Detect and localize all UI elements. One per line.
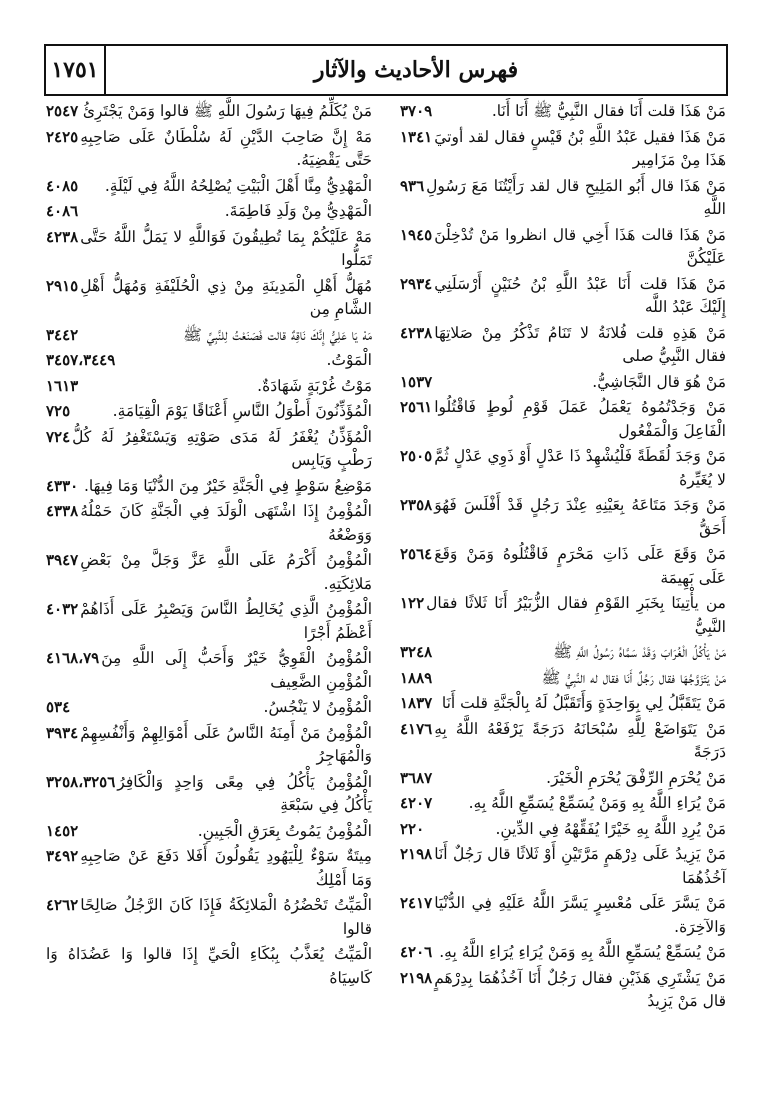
- index-entry: [46, 549, 372, 598]
- entry-reference-number: ٢٩٣٤: [400, 274, 433, 293]
- entry-text: مَنْ يُكَلِّمُ فِيهَا رَسُولَ اللَّهِ ﷺ قالوا وَمَنْ يَجْتَرِئُ: [82, 102, 372, 120]
- entry-text: مَنْ يَزِيدُ عَلَى دِرْهَمٍ مَرَّتَيْنِ أَوْ ثَلاثًا قال رَجُلٌ أَنَا آخُذُهُمَا: [434, 845, 726, 887]
- index-entry: [46, 175, 372, 201]
- entry-text: مَنْ وَجَدْتُمُوهُ يَعْمَلُ عَمَلَ قَوْمِ لُوطٍ فَاقْتُلُوا الْفَاعِلَ وَالْمَفْعُول: [434, 398, 726, 440]
- entry-text: مَنْ يَشْتَرِي هَذَيْنِ فقال رَجُلٌ أَنَا آخُذُهُمَا بِدِرْهَمٍ قال مَنْ يَزِيدُ: [434, 968, 726, 1010]
- entry-reference-number: ٤١٧٦: [400, 719, 433, 738]
- entry-reference-number: ٢١٩٨: [400, 968, 433, 987]
- index-entry: [46, 275, 372, 324]
- entry-reference-number: ١٨٨٩: [400, 668, 433, 687]
- entry-text: الْمُؤْمِنُ أَكْرَمُ عَلَى اللَّهِ عَزَّ وَجَلَّ مِنْ بَعْضِ مَلائِكَتِهِ.: [80, 551, 372, 593]
- entry-reference-number: ٤١٦٨،٧٩: [46, 649, 100, 667]
- index-entry: [46, 647, 372, 696]
- entry-text: مَنْ هَذَا قلت أَنَا عَبْدُ اللَّهِ بْنُ حُنَيْنٍ أَرْسَلَنِي إِلَيْكَ عَبْدُ اللَّه: [434, 274, 726, 316]
- index-entry: [400, 494, 726, 543]
- entry-reference-number: ١٩٤٥: [400, 225, 433, 244]
- entry-text: الْمَيِّتُ تَحْضُرُهُ الْمَلائِكَةُ فَإِذَا كَانَ الرَّجُلُ صَالِحًا قالوا: [80, 896, 372, 938]
- entry-text: مَنْ يُرَاءِ اللَّهُ بِهِ وَمَنْ يُسَمِّعْ يُسَمِّعِ اللَّهُ بِهِ.: [468, 794, 726, 812]
- index-entry: [46, 226, 372, 275]
- entry-reference-number: ٣٢٥٨،٣٢٥٦: [46, 772, 116, 791]
- index-entry: [400, 843, 726, 892]
- index-entry: [46, 771, 372, 820]
- entry-reference-number: ٢٤٢٥: [46, 127, 79, 146]
- entry-text: الْمُؤَذِّنُونَ أَطْوَلُ النَّاسِ أَعْنَاقًا يَوْمَ الْقِيَامَةِ.: [112, 402, 372, 420]
- entry-reference-number: ٤٢٣٨: [46, 227, 79, 246]
- index-entry: [46, 894, 372, 943]
- page-header: [44, 44, 728, 96]
- entry-text: مَنْ هَذَا فقيل عَبْدُ اللَّهِ بْنُ قَيْسٍ فقال لقد أوتيَ هَذَا مِنْ مَزَامِير: [434, 127, 726, 169]
- index-entry: [46, 426, 372, 475]
- entry-text: مَنْ وَجَدَ مَتَاعَهُ بِعَيْنِهِ عِنْدَ رَجُلٍ قَدْ أَفْلَسَ فَهُوَ أَحَقُّ: [434, 496, 726, 538]
- entry-reference-number: ٢٥٠٥: [400, 447, 433, 465]
- entry-reference-number: ١٥٣٧: [400, 372, 433, 391]
- entry-text: الْمُؤْمِنُ يَأْكُلُ فِي مِعًى وَاحِدٍ وَالْكَافِرُ يَأْكُلُ فِي سَبْعَةِ: [117, 772, 372, 814]
- entry-text: الْمَوْتُ.: [326, 351, 372, 369]
- index-entry: [400, 592, 726, 641]
- entry-reference-number: ١٦١٣: [46, 376, 79, 395]
- entry-text: مَنْ هَذِهِ قلت فُلانَةُ لا تَنَامُ تَذْكُرُ مِنْ صَلاتِهَا فقال النَّبِيُّ صلى: [434, 323, 726, 365]
- index-entry: [46, 820, 372, 846]
- entry-reference-number: ٣٩٤٧: [46, 551, 79, 569]
- entry-reference-number: ٢٥٤٧: [46, 102, 79, 120]
- entry-text: الْمُؤْمِنُ الْقَوِيُّ خَيْرٌ وَأَحَبُّ إِلَى اللَّهِ مِنَ الْمُؤْمِنِ الضَّعِيف: [101, 649, 372, 691]
- index-entry: [400, 175, 726, 224]
- index-entry: [400, 692, 726, 718]
- entry-reference-number: ٢٥٦٤: [400, 545, 433, 563]
- index-entry: [400, 543, 726, 592]
- entry-reference-number: ٣٦٨٧: [400, 768, 433, 787]
- index-entry: [400, 100, 726, 126]
- page-number: ١٧٥١: [46, 46, 106, 94]
- entry-reference-number: ٤٣٣٠: [46, 476, 79, 495]
- entry-text: الْمُؤَذِّنُ يُغْفَرُ لَهُ مَدَى صَوْتِهِ وَيَسْتَغْفِرُ لَهُ كُلُّ رَطْبٍ وَيَابِس: [72, 427, 372, 469]
- entry-text: الْمَهْدِيُّ مِنْ وَلَدِ فَاطِمَةَ.: [224, 202, 372, 220]
- entry-text: مُهَلُّ أَهْلِ الْمَدِينَةِ مِنْ ذِي الْحُلَيْفَةِ وَمُهَلُّ أَهْلِ الشَّامِ مِن: [80, 276, 372, 318]
- entry-text: مَنْ هَذَا قالت هَذَا أَخِي قال انظروا مَنْ تُدْخِلْنَ عَلَيْكُنَّ: [434, 225, 726, 267]
- entry-text: مَنْ يُرِدِ اللَّهُ بِهِ خَيْرًا يُفَقِّهْهُ فِي الدِّينِ.: [495, 819, 726, 838]
- index-entry: [400, 941, 726, 967]
- index-entry: [400, 818, 726, 844]
- entry-text: مَهْ يَا عَلِيُّ إِنَّكَ نَاقِهٌ قالت فَصَنَعْتُ لِلنَّبِيِّ ﷺ: [183, 325, 372, 344]
- entry-text: مَهْ عَلَيْكُمْ بِمَا تُطِيقُونَ فَوَاللَّهِ لا يَمَلُّ اللَّهُ حَتَّى تَمَلُّوا: [80, 227, 372, 269]
- index-entry: [400, 967, 726, 1016]
- entry-text: مَنْ هَذَا قلت أَنَا فقال النَّبِيُّ ﷺ أَنَا أَنَا.: [491, 102, 726, 120]
- index-entry: [400, 371, 726, 397]
- entry-reference-number: ٢٢٠: [400, 819, 425, 838]
- entry-text: مَنْ هُوَ قال النَّجَاشِيُّ.: [592, 372, 726, 391]
- entry-text: الْمُؤْمِنُ يَمُوتُ بِعَرَقِ الْجَبِينِ.: [197, 821, 372, 840]
- entry-reference-number: ٢٩١٥: [46, 276, 79, 295]
- entry-text: مَنْ يَتَزَوَّجُهَا فقال رَجُلٌ أَنَا فقال له النَّبِيُّ ﷺ: [541, 668, 726, 687]
- entry-reference-number: ٢٤١٧: [400, 894, 433, 912]
- index-entry: [46, 375, 372, 401]
- index-entry: [46, 696, 372, 722]
- index-entry: [46, 598, 372, 647]
- entry-reference-number: ٣٤٥٧،٣٤٤٩: [46, 351, 116, 369]
- left-column: [46, 100, 372, 992]
- index-entry: [400, 224, 726, 273]
- entry-text: مَنْ يَسَّرَ عَلَى مُعْسِرٍ يَسَّرَ اللَّهُ عَلَيْهِ فِي الدُّنْيَا وَالآخِرَة.: [434, 894, 726, 936]
- entry-text: مَنْ وَجَدَ لُقَطَةً فَلْيُشْهِدْ ذَا عَدْلٍ أَوْ ذَوِي عَدْلٍ ثُمَّ لا يُغَيِّرهُ: [434, 447, 726, 489]
- entry-reference-number: ٤٣٣٨: [46, 502, 79, 520]
- index-entry: [400, 445, 726, 494]
- entry-text: مَنْ يَتَقَبَّلُ لِي بِوَاحِدَةٍ وَأَتَقَبَّلُ لَهُ بِالْجَنَّةِ قلت أَنَا: [441, 694, 726, 712]
- entry-reference-number: ٩٣٦: [400, 176, 425, 195]
- entry-reference-number: ٤٠٨٥: [46, 176, 79, 195]
- index-entry: [400, 667, 726, 693]
- index-entry: [400, 126, 726, 175]
- entry-reference-number: ١٨٣٧: [400, 694, 433, 712]
- entry-text: الْمَهْدِيُّ مِنَّا أَهْلَ الْبَيْتِ يُصْلِحُهُ اللَّهُ فِي لَيْلَةٍ.: [104, 176, 372, 195]
- index-entry: [400, 792, 726, 818]
- entry-reference-number: ٧٢٥: [46, 402, 71, 420]
- right-column: [400, 100, 726, 1016]
- index-entry: [46, 500, 372, 549]
- index-entry: [46, 100, 372, 126]
- entry-text: الْمُؤْمِنُ الَّذِي يُخَالِطُ النَّاسَ وَيَصْبِرُ عَلَى أَذَاهُمْ أَعْظَمُ أَجْرًا: [80, 600, 372, 642]
- entry-text: مَهْ إِنَّ صَاحِبَ الدَّيْنِ لَهُ سُلْطَانٌ عَلَى صَاحِبِهِ حَتَّى يَقْضِيَهُ.: [80, 127, 372, 169]
- index-entry: [46, 126, 372, 175]
- index-entry: [400, 273, 726, 322]
- index-entry: [400, 767, 726, 793]
- entry-text: مَنْ يُسَمِّعْ يُسَمِّعِ اللَّهُ بِهِ وَمَنْ يُرَاءِ يُرَاءِ اللَّهُ بِهِ.: [439, 943, 726, 961]
- entry-reference-number: ٣٤٩٢: [46, 847, 79, 865]
- entry-text: مَوْضِعُ سَوْطٍ فِي الْجَنَّةِ خَيْرٌ مِنَ الدُّنْيَا وَمَا فِيهَا.: [84, 476, 372, 495]
- entry-reference-number: ١٢٢: [400, 594, 425, 612]
- entry-reference-number: ٣٢٤٨: [400, 643, 433, 661]
- index-entry: [46, 400, 372, 426]
- page-title: فهرس الأحاديث والآثار: [313, 57, 519, 83]
- entry-text: مَنْ يَأْكُلُ الْغُرَابَ وَقَدْ سَمَّاهُ رَسُولُ اللَّهِ ﷺ: [553, 643, 726, 661]
- entry-text: مَوْتُ غُرْبَةٍ شَهَادَةٌ.: [257, 376, 372, 395]
- entry-reference-number: ٤٢٣٨: [400, 323, 433, 342]
- entry-reference-number: ٣٧٠٩: [400, 102, 433, 120]
- entry-reference-number: ٢٣٥٨: [400, 496, 433, 514]
- entry-reference-number: ٥٣٤: [46, 698, 71, 716]
- entry-text: مَنْ يَتَوَاضَعْ لِلَّهِ سُبْحَانَهُ دَرَجَةً يَرْفَعْهُ اللَّهُ بِهِ دَرَجَةً: [434, 719, 726, 761]
- entry-reference-number: ٧٢٤: [46, 427, 71, 446]
- entry-text: مَنْ وَقَعَ عَلَى ذَاتِ مَحْرَمٍ فَاقْتُلُوهُ وَمَنْ وَقَعَ عَلَى بَهِيمَة: [434, 545, 726, 587]
- index-entry: [46, 200, 372, 226]
- index-entry: [400, 322, 726, 371]
- entry-reference-number: ٣٤٤٢: [46, 325, 79, 344]
- index-entry: [400, 718, 726, 767]
- index-entry: [46, 845, 372, 894]
- index-entry: [46, 943, 372, 992]
- entry-text: الْمُؤْمِنُ إِذَا اشْتَهَى الْوَلَدَ فِي الْجَنَّةِ كَانَ حَمْلُهُ وَوَضْعُهُ: [80, 502, 372, 544]
- entry-text: الْمُؤْمِنُ مَنْ أَمِنَهُ النَّاسُ عَلَى أَمْوَالِهِمْ وَأَنْفُسِهِمْ وَالْمُهَاجِرُ: [80, 723, 372, 765]
- entry-text: مِيتَةٌ سَوْءٌ لِلْيَهُودِ يَقُولُونَ أَفَلا دَفَعَ عَنْ صَاحِبِهِ وَمَا أَمْلِكُ: [80, 847, 372, 889]
- index-entry: [400, 892, 726, 941]
- index-entry: [400, 396, 726, 445]
- index-entry: [46, 722, 372, 771]
- entry-text: من يأْتِينَا بِخَبَرِ القَوْمِ فقال الزُّبَيْرُ أَنَا ثَلاثًا فقال النَّبِيُّ: [426, 594, 726, 636]
- entry-text: مَنْ هَذَا قال أَبُو المَلِيحِ قال لقد رَأَيْتُنَا مَعَ رَسُولِ اللَّهِ: [426, 176, 726, 218]
- entry-text: الْمُؤْمِنُ لا يَنْجُسُ.: [263, 698, 372, 716]
- entry-text: مَنْ يُحْرَمِ الرِّفْقَ يُحْرَمِ الْخَيْرَ.: [546, 768, 726, 787]
- entry-reference-number: ٤٢٠٧: [400, 794, 433, 812]
- entry-reference-number: ٤٠٨٦: [46, 202, 79, 220]
- entry-reference-number: ٤٢٠٦: [400, 943, 433, 961]
- index-entry: [46, 324, 372, 350]
- index-entry: [46, 349, 372, 375]
- index-entry: [400, 641, 726, 667]
- entry-reference-number: ٤٠٣٢: [46, 600, 79, 618]
- entry-text: الْمَيِّتُ يُعَذَّبُ بِبُكَاءِ الْحَيِّ إِذَا قالوا وَا عَضُدَاهُ وَا كَاسِيَاهُ: [46, 945, 372, 987]
- entry-reference-number: ٢٥٦١: [400, 398, 433, 416]
- entry-reference-number: ٤٢٦٢: [46, 896, 79, 914]
- entry-reference-number: ١٤٥٢: [46, 821, 79, 840]
- entry-reference-number: ٢١٩٨: [400, 845, 433, 863]
- index-entry: [46, 475, 372, 501]
- entry-reference-number: ١٣٤١: [400, 127, 433, 146]
- entry-reference-number: ٣٩٣٤: [46, 723, 79, 742]
